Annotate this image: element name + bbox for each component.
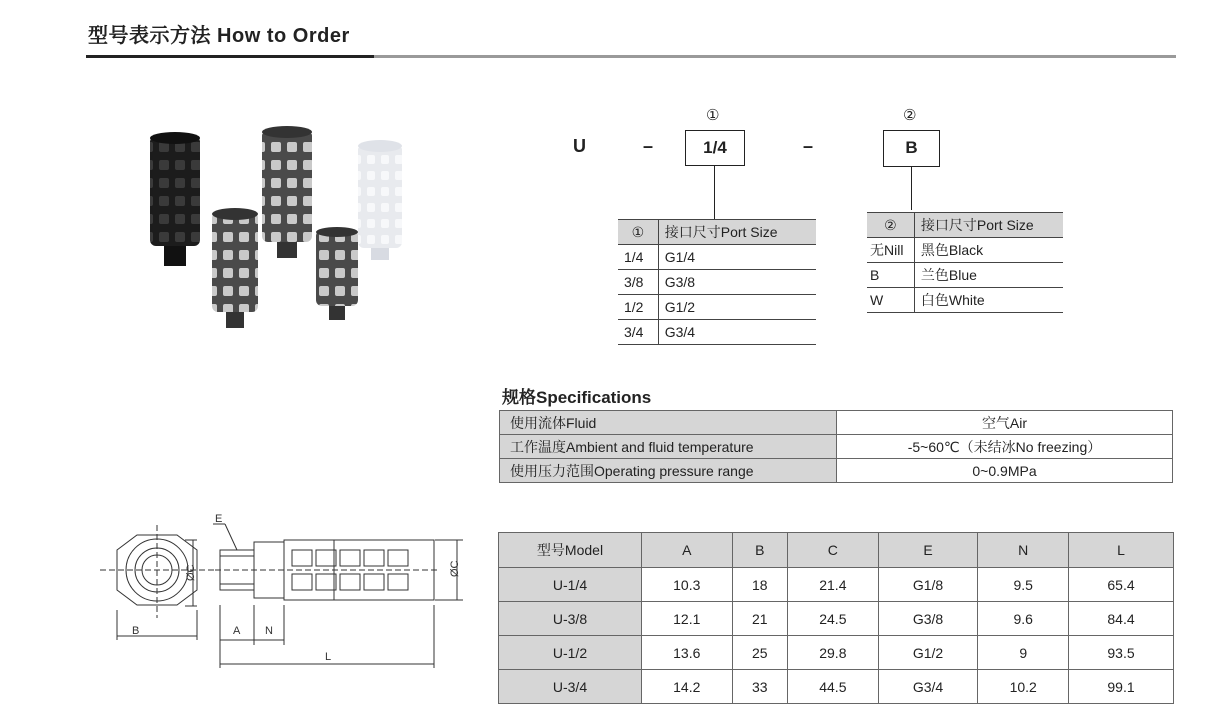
dim-cell: 12.1 [642, 602, 733, 636]
spec-value: -5~60℃（未结冰No freezing） [837, 435, 1173, 459]
port-connector-line [714, 166, 715, 220]
product-photo [140, 120, 420, 340]
dim-cell: 14.2 [642, 670, 733, 704]
order-dash-2: – [803, 136, 814, 156]
dim-header: L [1069, 533, 1174, 568]
table-header-row [499, 533, 1174, 568]
dim-model: U-3/4 [499, 670, 642, 704]
silencer-grey-large [262, 126, 312, 258]
dim-cell: 93.5 [1069, 636, 1174, 670]
side-e-label: E [215, 513, 223, 525]
technical-drawing [95, 510, 475, 680]
front-view [100, 525, 215, 640]
side-a-label: A [233, 625, 241, 637]
dim-cell: 33 [732, 670, 788, 704]
color-value: 白色White [914, 288, 1063, 313]
order-prefix: U [573, 136, 586, 156]
dim-header: E [878, 533, 978, 568]
dim-cell: 29.8 [788, 636, 879, 670]
side-oc-label: ØC [449, 560, 461, 577]
port-code: 3/4 [618, 320, 658, 345]
circle-1-label: ① [706, 107, 720, 124]
table-row [500, 459, 1173, 483]
table-row [500, 435, 1173, 459]
table-row [499, 670, 1174, 704]
table-row [618, 295, 816, 320]
silencer-grey-small [316, 227, 358, 320]
silencer-white [358, 140, 402, 260]
side-view [213, 524, 463, 668]
port-size-box: 1/4 [685, 130, 745, 166]
order-dash-1: – [643, 136, 654, 156]
title-rule-dark [86, 55, 374, 58]
dim-header: A [642, 533, 733, 568]
spec-value: 0~0.9MPa [837, 459, 1173, 483]
page-title: 型号表示方法 How to Order [88, 25, 350, 47]
dim-cell: 44.5 [788, 670, 879, 704]
port-code: 3/8 [618, 270, 658, 295]
table-row [499, 568, 1174, 602]
color-header-label: 接口尺寸Port Size [914, 213, 1063, 238]
side-n-label: N [265, 625, 273, 637]
table-row [499, 636, 1174, 670]
table-row [500, 411, 1173, 435]
front-b-label: B [132, 625, 140, 637]
color-table [867, 212, 1063, 313]
dim-model: U-3/8 [499, 602, 642, 636]
dim-cell: G3/4 [878, 670, 978, 704]
port-header-label: 接口尺寸Port Size [658, 220, 816, 245]
dim-cell: G1/2 [878, 636, 978, 670]
color-code: 无Nill [867, 238, 914, 263]
dim-cell: 9 [978, 636, 1069, 670]
dim-cell: 18 [732, 568, 788, 602]
port-header-key: ① [618, 220, 658, 245]
dim-model: U-1/4 [499, 568, 642, 602]
silencer-black [150, 132, 200, 266]
port-code: 1/4 [618, 245, 658, 270]
dim-header: C [788, 533, 879, 568]
port-size-table [618, 219, 816, 345]
dim-cell: 65.4 [1069, 568, 1174, 602]
dim-cell: 99.1 [1069, 670, 1174, 704]
spec-label: 使用流体Fluid [500, 411, 837, 435]
front-oc-label: ØC [185, 564, 197, 581]
color-value: 兰色Blue [914, 263, 1063, 288]
port-value: G1/2 [658, 295, 816, 320]
dim-header: B [732, 533, 788, 568]
dim-header: 型号Model [499, 533, 642, 568]
side-l-label: L [325, 651, 332, 663]
color-code: B [867, 263, 914, 288]
dim-cell: 25 [732, 636, 788, 670]
dim-cell: 10.2 [978, 670, 1069, 704]
port-value: G1/4 [658, 245, 816, 270]
color-value: 黑色Black [914, 238, 1063, 263]
dim-cell: G1/8 [878, 568, 978, 602]
dim-cell: 84.4 [1069, 602, 1174, 636]
table-row [618, 270, 816, 295]
title-rule-grey [374, 55, 1176, 58]
silencer-grey-medium [212, 208, 258, 328]
dim-cell: 24.5 [788, 602, 879, 636]
table-row [867, 288, 1063, 313]
dim-cell: 21 [732, 602, 788, 636]
specs-title: 规格Specifications [502, 388, 652, 407]
color-header-key: ② [867, 213, 914, 238]
table-row [867, 238, 1063, 263]
table-row [618, 320, 816, 345]
spec-label: 工作温度Ambient and fluid temperature [500, 435, 837, 459]
color-connector-line [911, 167, 912, 210]
dim-cell: 13.6 [642, 636, 733, 670]
dim-cell: 9.5 [978, 568, 1069, 602]
port-code: 1/2 [618, 295, 658, 320]
color-code: W [867, 288, 914, 313]
port-value: G3/8 [658, 270, 816, 295]
table-row [499, 602, 1174, 636]
dim-cell: 10.3 [642, 568, 733, 602]
circle-2-label: ② [903, 107, 917, 124]
dim-cell: 9.6 [978, 602, 1069, 636]
color-box: B [883, 130, 940, 167]
dim-header: N [978, 533, 1069, 568]
dim-cell: G3/8 [878, 602, 978, 636]
spec-label: 使用压力范围Operating pressure range [500, 459, 837, 483]
dimensions-table [498, 532, 1174, 704]
table-row [867, 263, 1063, 288]
spec-value: 空气Air [837, 411, 1173, 435]
dim-cell: 21.4 [788, 568, 879, 602]
table-row [618, 245, 816, 270]
specs-table [499, 410, 1173, 483]
port-value: G3/4 [658, 320, 816, 345]
dim-model: U-1/2 [499, 636, 642, 670]
